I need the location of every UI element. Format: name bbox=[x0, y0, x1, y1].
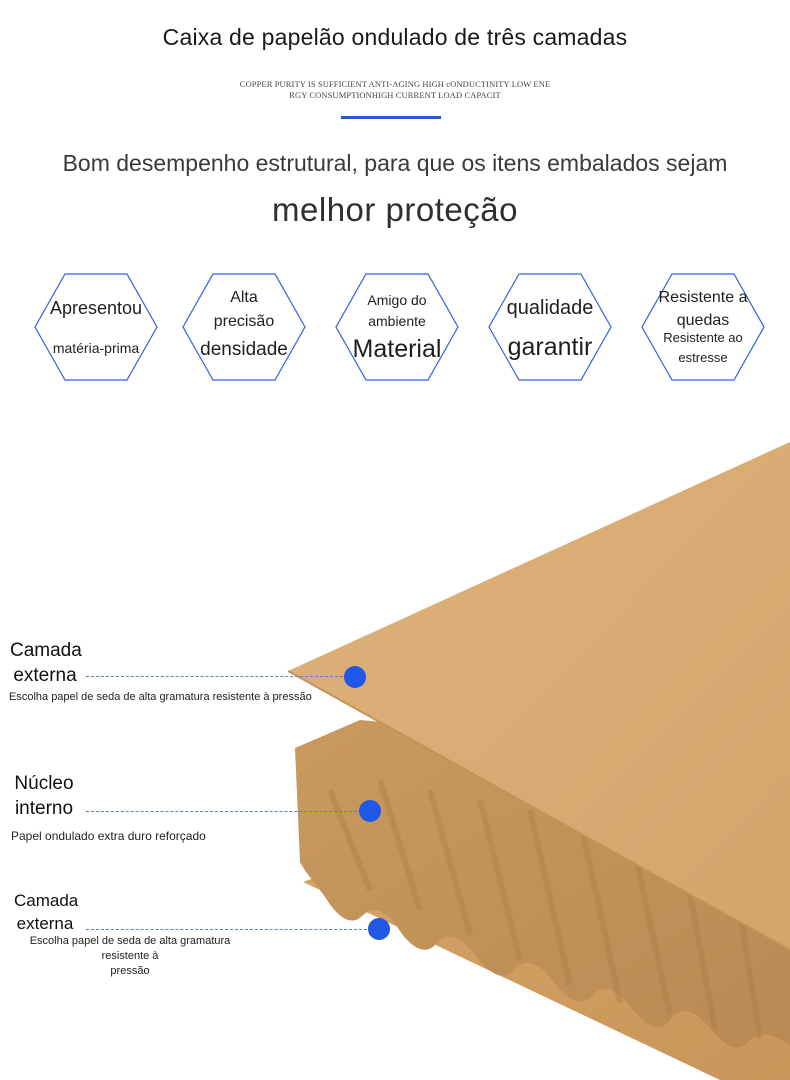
feature-label: Material bbox=[352, 335, 442, 363]
feature-hexagon-eco-material bbox=[334, 272, 460, 382]
feature-label: garantir bbox=[507, 333, 593, 361]
feature-hexagon-raw-material bbox=[33, 272, 159, 382]
feature-hexagon-high-precision bbox=[181, 272, 307, 382]
marker-dot-outer-bottom bbox=[368, 918, 390, 940]
marker-dot-outer-top bbox=[344, 666, 366, 688]
corrugated-cardboard-illustration bbox=[0, 430, 790, 1080]
hexagon-outline-icon bbox=[487, 272, 613, 382]
leader-line-outer-top bbox=[86, 676, 348, 677]
layer-description-inner-core: Papel ondulado extra duro reforçado bbox=[11, 829, 206, 843]
leader-line-inner-core bbox=[86, 811, 362, 812]
feature-label: quedas bbox=[676, 312, 730, 329]
subtitle-line-2: RGY CONSUMPTIONHIGH CURRENT LOAD CAPACIT bbox=[289, 90, 501, 100]
headline-line-2: melhor proteção bbox=[272, 191, 518, 228]
feature-label: densidade bbox=[200, 339, 288, 360]
layer-title-inner-core bbox=[12, 771, 76, 821]
leader-line-outer-bottom bbox=[86, 929, 372, 930]
english-subtitle bbox=[220, 79, 570, 101]
layer-title-line: externa bbox=[13, 665, 77, 686]
title-accent-bar bbox=[341, 116, 441, 119]
marker-dot-inner-core bbox=[359, 800, 381, 822]
layer-title-line: Núcleo bbox=[14, 773, 74, 794]
subtitle-line-1: COPPER PURITY IS SUFFICIENT ANTI-AGING HIGH cONDUCTINITY LOW ENE bbox=[239, 79, 551, 89]
layer-title-line: Camada bbox=[14, 891, 79, 910]
feature-sublabel: matéria-prima bbox=[52, 340, 140, 356]
page-title: Caixa de papelão ondulado de três camadas bbox=[162, 24, 628, 50]
layer-description-outer-top: Escolha papel de seda de alta gramatura resistente à pressão bbox=[9, 691, 312, 703]
feature-label: Alta bbox=[230, 289, 258, 306]
feature-label: qualidade bbox=[506, 297, 594, 319]
headline-line-1: Bom desempenho estrutural, para que os itens embalados sejam bbox=[62, 150, 728, 176]
layer-title-outer-top bbox=[10, 638, 80, 688]
hexagon-outline-icon bbox=[33, 272, 159, 382]
layer-title-line: externa bbox=[16, 914, 74, 933]
layer-description-outer-bottom bbox=[16, 934, 244, 979]
feature-label: Apresentou bbox=[49, 298, 143, 318]
feature-hexagon-quality bbox=[487, 272, 613, 382]
feature-label: Amigo do bbox=[367, 292, 427, 308]
feature-label: estresse bbox=[678, 350, 728, 365]
layer-title-line: Camada bbox=[10, 640, 82, 661]
layer-title-line: interno bbox=[14, 798, 74, 819]
feature-hexagon-drop-resistant bbox=[640, 272, 766, 382]
layer-title-outer-bottom bbox=[14, 889, 79, 935]
layer-description-line: Escolha papel de seda de alta gramatura resistente à bbox=[29, 935, 231, 962]
feature-label: Resistente a bbox=[658, 289, 748, 306]
feature-label: ambiente bbox=[368, 313, 426, 329]
layer-description-line: pressão bbox=[110, 965, 150, 977]
feature-label: Resistente ao bbox=[663, 330, 743, 345]
feature-label: precisão bbox=[213, 313, 275, 330]
